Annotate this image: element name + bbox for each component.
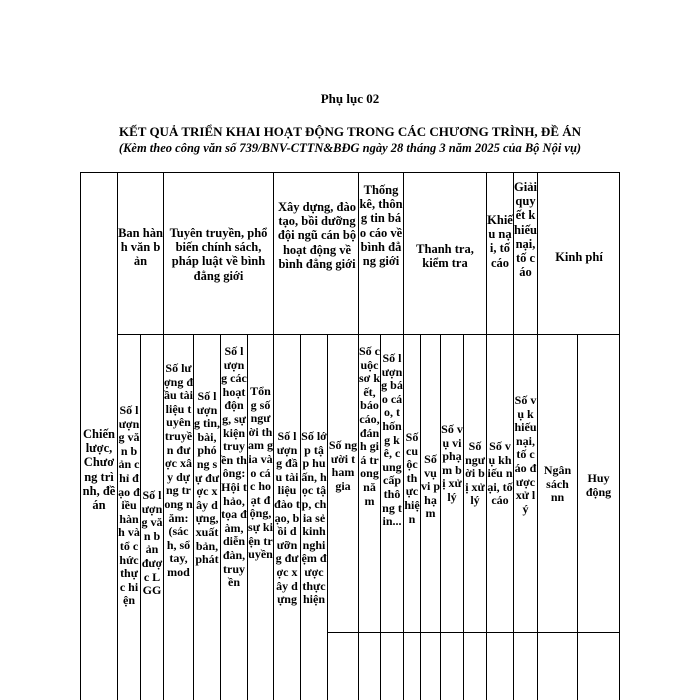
subheader-kp-ngan-sach: Ngân sách nn [543,463,572,505]
group-header-ban-hanh: Ban hành văn bản [118,226,163,269]
group-header-khieu-nai: Khiếu nại, tố cáo [487,213,513,270]
group-header-giai-quyet: Giải quyết khiếu nại, tố cáo [514,180,537,280]
group-header-xay-dung: Xây dựng, đào tạo, bồi dưỡng đội ngũ cán bộ hoạt động về bình đẳng giới [277,200,357,271]
subheader-gq-so-vu: Số vụ khiếu nại, tố cáo được xử lý [514,393,537,516]
subheader-tt-tai-lieu: Số lượng đầu tài liệu tuyên truyền được xây dựng trong năm: (sách, sổ tay, mod [164,362,193,579]
subheader-kp-huy-dong: Huy động [585,471,612,499]
subheader-kn-so-vu: Số vụ khiếu nại, tố cáo [487,439,513,508]
subheader-tr-so-cuoc: Số cuộc thực hiện [404,430,420,526]
subheader-tr-so-nguoi: Số người bị xử lý [465,439,485,508]
group-header-kinh-phi: Kinh phí [555,250,603,264]
subheader-tt-tong-so-nguoi: Tổng số người tham gia vào các hoạt động, sự kiện truyền [248,385,273,562]
subheader-tt-tin-bai: Số lượng tin, bài, phóng sự được xây dựng, xuất bản, phát [194,390,220,567]
subheader-bh-van-ban-lgg: Số lượng văn bản được LGG [141,489,163,598]
subheader-tt-hoat-dong: Số lượng các hoạt động, sự kiện truyền thông: Hội thảo, tọa đàm, diễn đàn, truyền [221,345,247,590]
subheader-tr-vi-pham-xu-ly: Số vụ vi phạm bị xử lý [441,422,463,504]
group-header-thong-ke: Thống kê, thông tin báo cáo về bình đẳng giới [359,183,403,269]
subheader-tk-so-luong-bao-cao: Số lượng báo cáo, thống kê, cung cấp thông tin... [381,351,403,529]
document-title: KẾT QUẢ TRIỂN KHAI HOẠT ĐỘNG TRONG CÁC CHƯƠNG TRÌNH, ĐỀ ÁN [118,124,582,139]
subheader-tr-so-vu-vi-pham: Số vụ vi phạm [421,452,441,521]
group-header-thanh-tra: Thanh tra, kiểm tra [416,242,474,271]
row-header-programs: Chiến lược, Chương trình, đề án [82,427,116,513]
subheader-tk-so-cuoc: Số cuộc sơ kết, báo cáo, đánh giá trong năm [359,344,380,508]
subheader-bh-van-ban-chi-dao: Số lượng văn bản chỉ đạo điều hành và tổ chức thực hiện [118,404,140,608]
document-subtitle: (Kèm theo công văn số 739/BNV-CTTN&BĐG ngày 28 tháng 3 năm 2025 của Bộ Nội vụ) [118,141,582,155]
appendix-label: Phụ lục 02 [320,91,380,106]
subheader-xd-so-nguoi: Số người tham gia [328,438,358,493]
subheader-xd-lop-tap-huan: Số lớp tập huấn, học tập, chia sẻ kinh nghiệm được thực hiện [301,430,327,607]
subheader-xd-tai-lieu: Số lượng đầu tài liệu đào tạo, bồi dưỡng được xây dựng [274,430,300,607]
group-header-tuyen-truyen: Tuyên truyền, phổ biến chính sách, pháp luật về bình đẳng giới [169,226,268,283]
